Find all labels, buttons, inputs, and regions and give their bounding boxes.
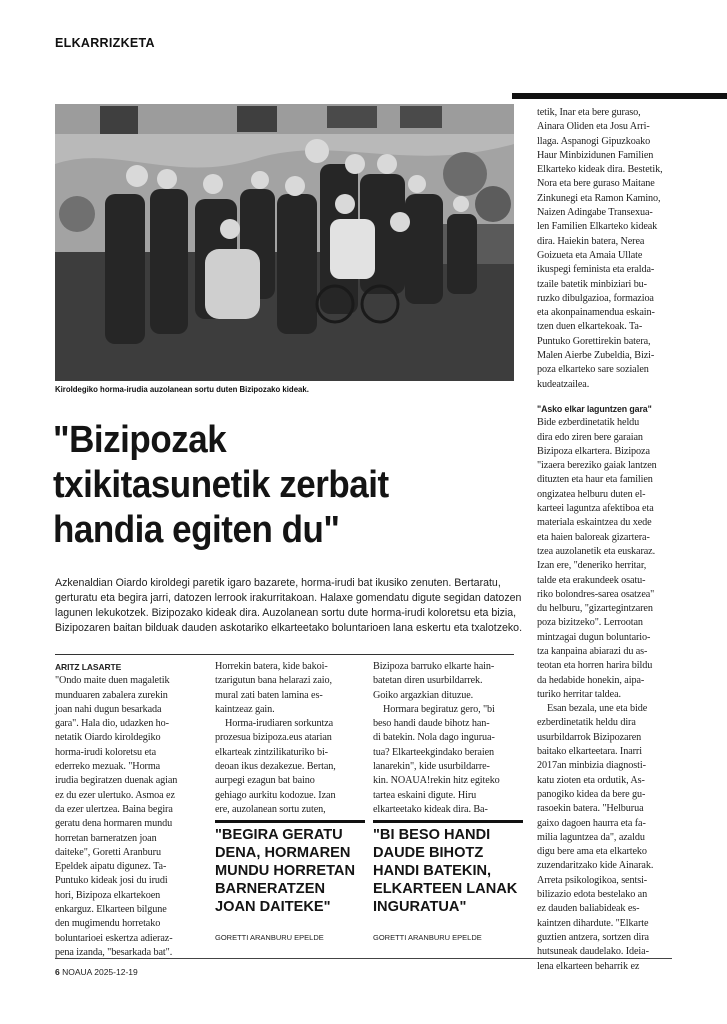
pull-quote-line: DAUDE BIHOTZ [373,845,484,861]
pull-quote-line: MUNDU HORRETAN [215,863,355,879]
page-number: 6 [55,967,60,977]
body-line: horma-irudi koloretsu eta [55,746,157,758]
byline: ARITZ LASARTE [55,662,122,672]
body-line: ikuspegi feminista eta eralda- [537,264,655,276]
issue-date: 2025-12-19 [94,967,138,977]
body-line: da ezer ulertzea. Baina begira [55,803,173,815]
body-line: lena elkarteen beharrik ez [537,960,640,972]
body-line: kaintzeaz gain. [215,703,275,715]
body-line: munduaren zabalera zurekin [55,689,168,701]
body-line: deoan ikus dezakezue. Bertan, [215,761,336,773]
body-line: lanarekin", kide usurbildarre- [373,761,490,773]
body-line: talde eta erakundeek osatu- [537,574,646,586]
body-line: enkarguz. Elkarteen bilgune [55,904,167,916]
body-line: ezberdinetatik heldu dira [537,717,636,729]
body-line: Hormara begiratuz gero, "bi [383,703,495,715]
body-line: elkarteetako kideak dira. Ba- [373,803,488,815]
body-line: di batekin. Nola dago ingurua- [373,732,495,744]
body-line: joan nahi dugun besarkada [55,703,162,715]
body-line: Malen Aierbe Zubeldia, Bizi- [537,350,655,362]
headline [53,418,485,553]
lead-line: Azkenaldian Oiardo kiroldegi paretik igaro bazarete, horma-irudi bat ikusiko zenuten. Bertaratu, [55,577,501,589]
body-line: milia laguntzea da", azaldu [537,831,645,843]
pull-quote-line: INGURATUA" [373,899,467,915]
body-line: tartea eskaini digute. Hiru [373,789,477,801]
body-line: eta akonpainamendua eskain- [537,307,655,319]
body-line: rasoekin batera. "Helburua [537,803,644,815]
body-line: eta haien baloreak gizartera- [537,531,650,543]
body-line: ederreko mezuak. "Horma [55,761,161,773]
body-line: Naizen Adingabe Transexua- [537,207,653,219]
body-column-4 [537,106,677,974]
body-line: ruzko dibulgazioa, formazioa [537,292,654,304]
header-rule [512,93,727,99]
body-line: Horma-irudiaren sorkuntza [225,718,334,730]
body-line: ere, auzolanean sortu zuten, [215,803,326,815]
body-line: daiteke", Goretti Aranburu [55,846,161,858]
headline-line: "Bizipozak [53,419,227,461]
body-line: tetik, Inar eta bere guraso, [537,107,641,118]
body-line: Elkarteko kideak dira. Bestetik, [537,164,663,176]
body-line: dira edo ziren bere garaian [537,431,643,443]
body-line: batetan diren usurbildarrek. [373,675,483,687]
body-line: ongizatea helburu duten el- [537,488,646,500]
body-line: poza bizitzeko". Lerrootan [537,617,643,629]
body-line: mural zati baten lamina es- [215,689,323,701]
body-line: materiala eskaintzea du xede [537,517,652,529]
body-line: Nora eta bere guraso Maitane [537,178,655,190]
body-line: irudia begiratzen duenak agian [55,775,178,787]
body-line: gehiago aurkitu kodozue. Izan [215,789,336,801]
pull-quote-line: "BEGIRA GERATU [215,827,343,843]
body-line: turiko herritar taldea. [537,688,621,700]
photo-caption: Kiroldegiko horma-irudia auzolanean sortu duten Bizipozako kideak. [55,385,309,394]
body-line: 2017an minbizia diagnosti- [537,760,646,772]
body-line: tza kanpaina abiarazi du as- [537,645,648,657]
body-line: beso handi daude bihotz han- [373,718,490,730]
body-line: prozesua bizipoza.eus atarian [215,732,332,744]
body-line: llaga. Aspanogi Gipuzkoako [537,135,651,147]
group-photo [55,104,514,381]
body-line: teotan eta horren harira bildu [537,660,653,672]
body-line: hori, Bizipoza elkartekoen [55,889,161,901]
body-line: poza elkarteko sare sozialen [537,364,649,376]
body-line: tzen duen elkartekoak. Ta- [537,321,643,333]
pull-quote-attribution: GORETTI ARANBURU EPELDE [373,933,482,942]
body-line: karteei laguntza afektiboa eta [537,503,654,515]
body-line: Goizueta eta Amaia Ullate [537,249,643,261]
section-label: ELKARRIZKETA [55,36,155,50]
body-line: guztien antzera, sortzen dira [537,931,649,943]
body-line: Bizipoza barruko elkarte hain- [373,661,495,672]
body-line: usurbildarrok Bizipozaren [537,731,642,743]
pull-quote-line: JOAN DAITEKE" [215,899,331,915]
body-column-1 [55,660,205,960]
lead-line: lagunen lekukotzek. Bizipozako kideak dira. Auzolanean sortu dute horma-irudi koloretsu eta bizia, [55,607,517,619]
pull-quote-attribution: GORETTI ARANBURU EPELDE [215,933,324,942]
pull-quote-line: ELKARTEEN LANAK [373,881,518,897]
body-line: zuzendaritzako kide Ainarak. [537,860,654,872]
body-line: kudeatzailea. [537,378,590,390]
body-line: Bizipoza elkartera. Bizipoza [537,445,650,457]
body-line: Epeldek aipatu digunez. Ta- [55,861,167,873]
body-line: netatik Oiardo kiroldegiko [55,732,161,744]
body-line: Izan ere, "deneriko herritar, [537,560,647,572]
pull-quote-2 [373,826,525,916]
body-line: aurpegi ezagun bat baino [215,775,315,787]
body-line: ez du ezer ulertuko. Asmoa ez [55,789,175,801]
body-line: dira. Haiekin batera, Nerea [537,235,645,247]
pull-quote-rule [373,820,523,823]
body-column-2 [215,660,365,817]
body-line: len Familien Elkarteko kideak [537,221,658,233]
lead-rule [55,654,514,655]
lead-line: Bizipozaren baitan bilduak dauden askotariko elkarteetako boluntarioen lana eskertu eta txalotzeko. [55,622,523,634]
body-line: pena izanda, "besarkada bat". [55,946,173,958]
lead-line: gerturatu eta begira jarri, datozen lerrook irakurritakoan. Halaxe gomendatu digute segidan datozen [55,592,522,604]
body-line: Bide ezberdinetatik heldu [537,417,640,429]
body-line: Zinkunegi eta Ramon Kamino, [537,192,661,204]
body-line: boluntarioei eskertza adieraz- [55,932,173,944]
lead-paragraph [55,576,523,636]
body-line: Puntuko Gorettirekin batera, [537,335,651,347]
body-line: tzarigutun bana helarazi zaio, [215,675,332,687]
body-line: Arreta psikologikoa, sentsi- [537,874,648,886]
body-column-3 [373,660,523,817]
body-line: den mugimendu horretako [55,918,161,930]
body-line: "izaera bereziko gaiak lantzen [537,460,657,472]
body-line: kaintzen dihardute. "Elkarte [537,917,649,929]
group-photo-illustration [55,104,514,381]
body-line: digu bere ama eta elkarteko [537,846,647,858]
pull-quote-line: DENA, HORMAREN [215,845,351,861]
body-line: Haur Minbizidunen Familien [537,149,654,161]
body-line: Horrekin batera, kide bakoi- [215,661,328,672]
body-line: riko bolondres-sarea osatzea" [537,588,655,600]
body-line: horretan barneratzen joan [55,832,157,844]
body-line: du helburu, "gizartegintzaren [537,603,653,615]
body-line: Esan bezala, une eta bide [547,703,648,715]
body-line: katu zioten eta ordutik, As- [537,774,645,786]
subheading: "Asko elkar laguntzen gara" [537,403,652,414]
pull-quote-rule [215,820,365,823]
body-line: bilizazio edota bestelako an [537,889,648,901]
body-line: tzaile batetik minbiziari bu- [537,278,647,290]
body-line: ez dauden baliabideak es- [537,903,640,915]
pull-quote-line: BARNERATZEN [215,881,325,897]
body-line: "Ondo maite duen magaletik [55,675,170,687]
headline-line: txikitasunetik zerbait [53,464,389,506]
body-line: Goiko argazkian dituzue. [373,689,474,701]
body-line: Puntuko kideak josi du irudi [55,875,168,887]
body-line: elkarteak zintzilikaturiko bi- [215,746,328,758]
page-footer [55,967,138,977]
body-line: da hedabide honekin, aipa- [537,674,645,686]
body-line: dituzten eta haur eta familien [537,474,653,486]
pull-quote-line: HANDI BATEKIN, [373,863,492,879]
body-line: kin. NOAUA!rekin hitz egiteko [373,775,500,787]
body-line: gara". Hala dio, udazken ho- [55,718,169,730]
body-line: Ainara Oliden eta Josu Arri- [537,121,650,133]
body-line: geratu dena hormaren mundu [55,818,173,830]
body-line: gaixo dagoen haurra eta fa- [537,817,646,829]
body-line: panogiko kidea da bere gu- [537,788,646,800]
body-line: baitako elkarteetara. Inarri [537,746,642,758]
body-line: hutsuneak daudelako. Ideia- [537,946,649,958]
pull-quote-1 [215,826,367,916]
body-line: tua? Elkarteekgindako beraien [373,746,494,758]
footer-rule [55,958,672,959]
publication-name: NOAUA [62,967,92,977]
headline-line: handia egiten du" [53,509,340,551]
body-line: mintzagai dugun boluntario- [537,631,651,643]
pull-quote-line: "BI BESO HANDI [373,827,491,843]
body-line: tzea auzolanetik eta euskaraz. [537,545,656,557]
